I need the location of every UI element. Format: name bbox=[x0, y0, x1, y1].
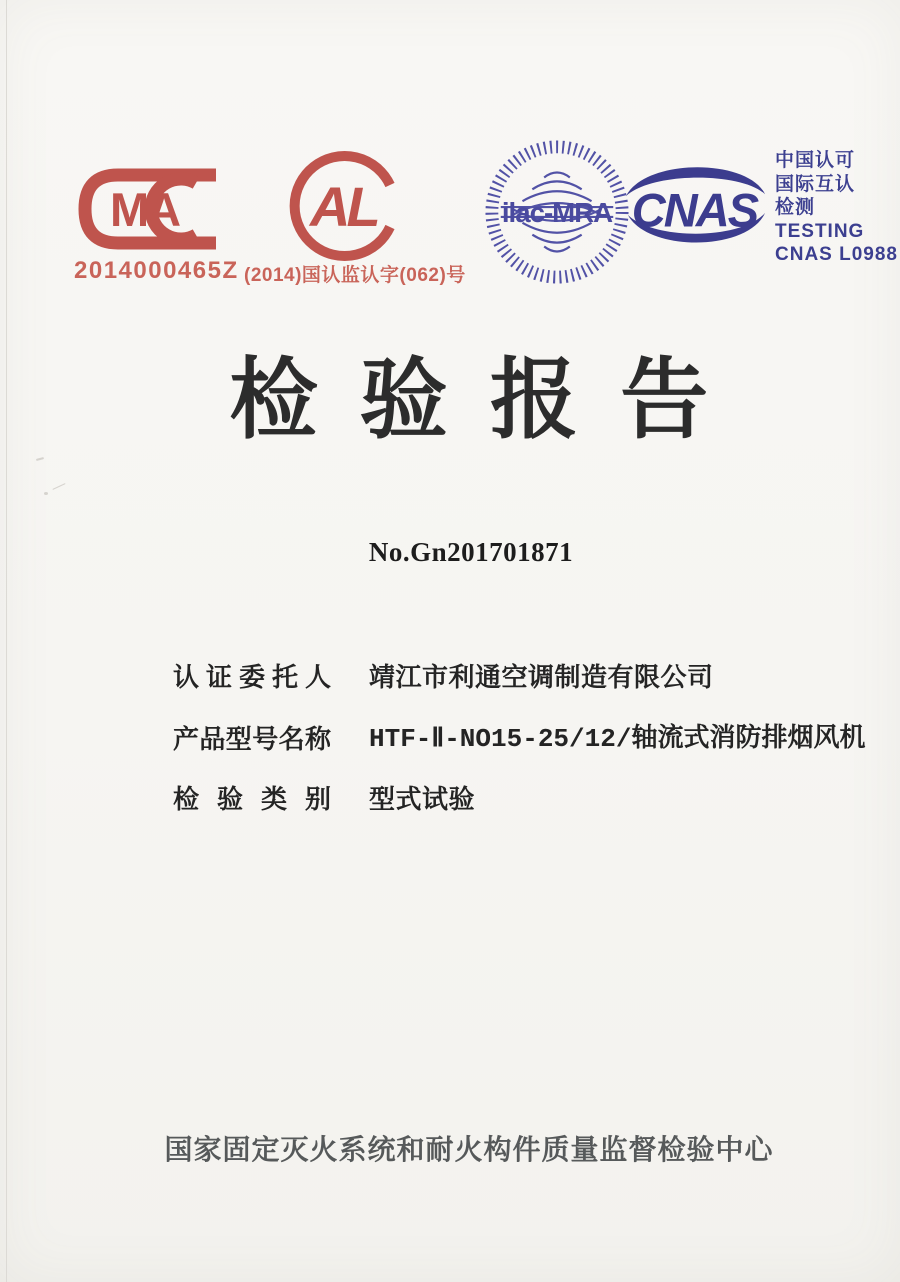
cnas-label: CNAS bbox=[631, 183, 758, 237]
accreditation-text-block bbox=[775, 149, 898, 267]
field-row-test-type bbox=[173, 781, 475, 817]
ilac-mra-icon bbox=[483, 138, 631, 286]
ilac-mra-label: ilac-MRA bbox=[501, 196, 613, 228]
field-row-applicant bbox=[173, 659, 714, 695]
field-row-model bbox=[173, 721, 865, 757]
accreditation-line: CNAS L0988 bbox=[775, 244, 898, 265]
accreditation-line: 国际互认 bbox=[775, 173, 856, 195]
cma-letters: MA bbox=[110, 183, 180, 236]
report-title: 检验报告 bbox=[229, 350, 751, 449]
accreditation-line: 检测 bbox=[775, 197, 816, 218]
cnas-icon bbox=[622, 151, 769, 261]
issuing-center-name: 国家固定灭火系统和耐火构件质量监督检验中心 bbox=[164, 1134, 774, 1165]
field-label: 认证委托人 bbox=[173, 662, 331, 692]
accreditation-line: TESTING bbox=[775, 220, 865, 242]
field-value: HTF-Ⅱ-NO15-25/12/轴流式消防排烟风机 bbox=[369, 724, 866, 754]
cal-cert-number: (2014)国认监认字(062)号 bbox=[244, 265, 466, 286]
field-label: 检验类别 bbox=[173, 784, 331, 814]
cal-letters: AL bbox=[310, 175, 377, 238]
cma-cert-number: 2014000465Z bbox=[74, 257, 239, 284]
cma-icon bbox=[76, 166, 228, 252]
accreditation-line: 中国认可 bbox=[775, 150, 856, 171]
field-value: 型式试验 bbox=[369, 784, 476, 814]
field-label: 产品型号名称 bbox=[173, 724, 331, 754]
field-value: 靖江市利通空调制造有限公司 bbox=[369, 662, 714, 692]
cal-icon bbox=[286, 149, 400, 263]
report-number: No.Gn201701871 bbox=[368, 537, 574, 567]
